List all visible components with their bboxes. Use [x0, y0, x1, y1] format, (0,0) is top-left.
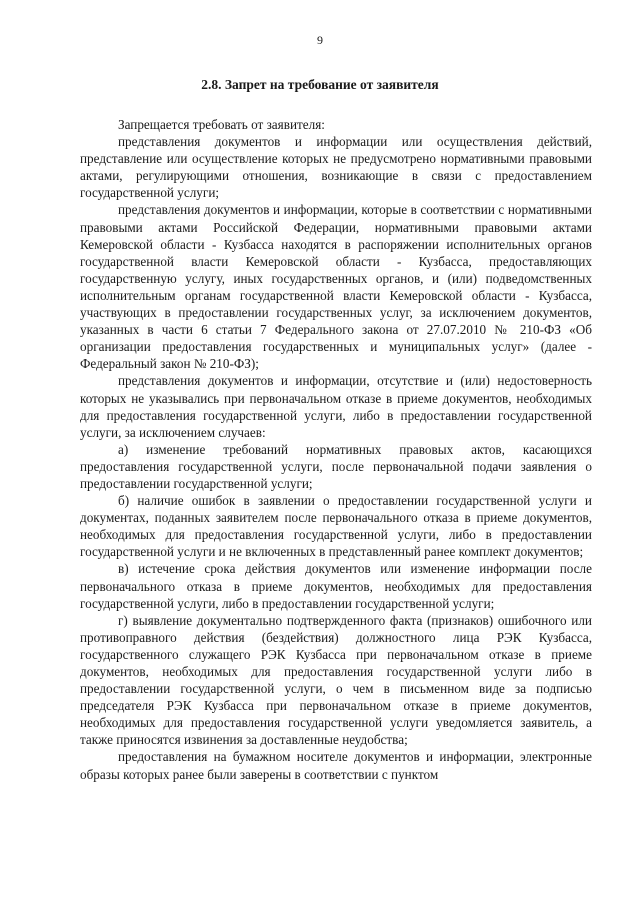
- paragraph-item: представления документов и информации, которые в соответствии с нормативными правовыми актами Российской Федерации, нормативными правовыми актами Кемеровской области - Кузбасса находятся в распоряжении исполнительных органов государственной власти Кемеровской области - Кузбасса, предоставляющих государственную услугу, иных государственных органов, и (или) подведомственных исполнительным органам государственной власти Кемеровской области - Кузбасса, участвующих в предоставлении государственных услуг, за исключением документов, указанных в части 6 статьи 7 Федерального закона от 27.07.2010 № 210-ФЗ «Об организации предоставления государственных и муниципальных услуг» (далее - Федеральный закон № 210-ФЗ);: [80, 202, 592, 372]
- paragraph-item: представления документов и информации или осуществления действий, представление или осуществление которых не предусмотрено нормативными правовыми актами, регулирующими отношения, возникающие в связи с предоставлением государственной услуги;: [80, 134, 592, 201]
- paragraph-intro: Запрещается требовать от заявителя:: [118, 117, 325, 132]
- paragraph-item: представления документов и информации, отсутствие и (или) недостоверность которых не указывались при первоначальном отказе в приеме документов, необходимых для предоставления государственной услуги, либо в предоставлении государственной услуги, за исключением случаев:: [80, 373, 592, 440]
- paragraph-item: предоставления на бумажном носителе документов и информации, электронные образы которых ранее были заверены в соответствии с пунктом: [80, 749, 592, 782]
- paragraph-subitem-b: б) наличие ошибок в заявлении о предоставлении государственной услуги и документах, поданных заявителем после первоначального отказа в приеме документов, необходимых для предоставления государственной услуги, либо в предоставлении государственной услуги и не включенных в представленный ранее комплект документов;: [80, 493, 592, 560]
- page-number: 9: [317, 33, 323, 47]
- section-heading: 2.8. Запрет на требование от заявителя: [201, 77, 439, 92]
- paragraph-subitem-a: а) изменение требований нормативных правовых актов, касающихся предоставления государственной услуги, после первоначальной подачи заявления о предоставлении государственной услуги;: [80, 441, 592, 491]
- paragraph-subitem-g: г) выявление документально подтвержденного факта (признаков) ошибочного или противоправного действия (бездействия) должностного лица РЭК Кузбасса, государственного служащего РЭК Кузбасса при первоначальном отказе в приеме документов, необходимых для предоставления государственной услуги либо в предоставлении государственной услуги, о чем в письменном виде за подписью председателя РЭК Кузбасса при первоначальном отказе в приеме документов, необходимых для предоставления государственной услуги уведомляется заявитель, а также приносятся извинения за доставленные неудобства;: [80, 612, 592, 748]
- document-body: [80, 116, 592, 783]
- paragraph-subitem-v: в) истечение срока действия документов или изменение информации после первоначального отказа в приеме документов, необходимых для предоставления государственной услуги, либо в предоставлении государственной услуги;: [80, 561, 592, 611]
